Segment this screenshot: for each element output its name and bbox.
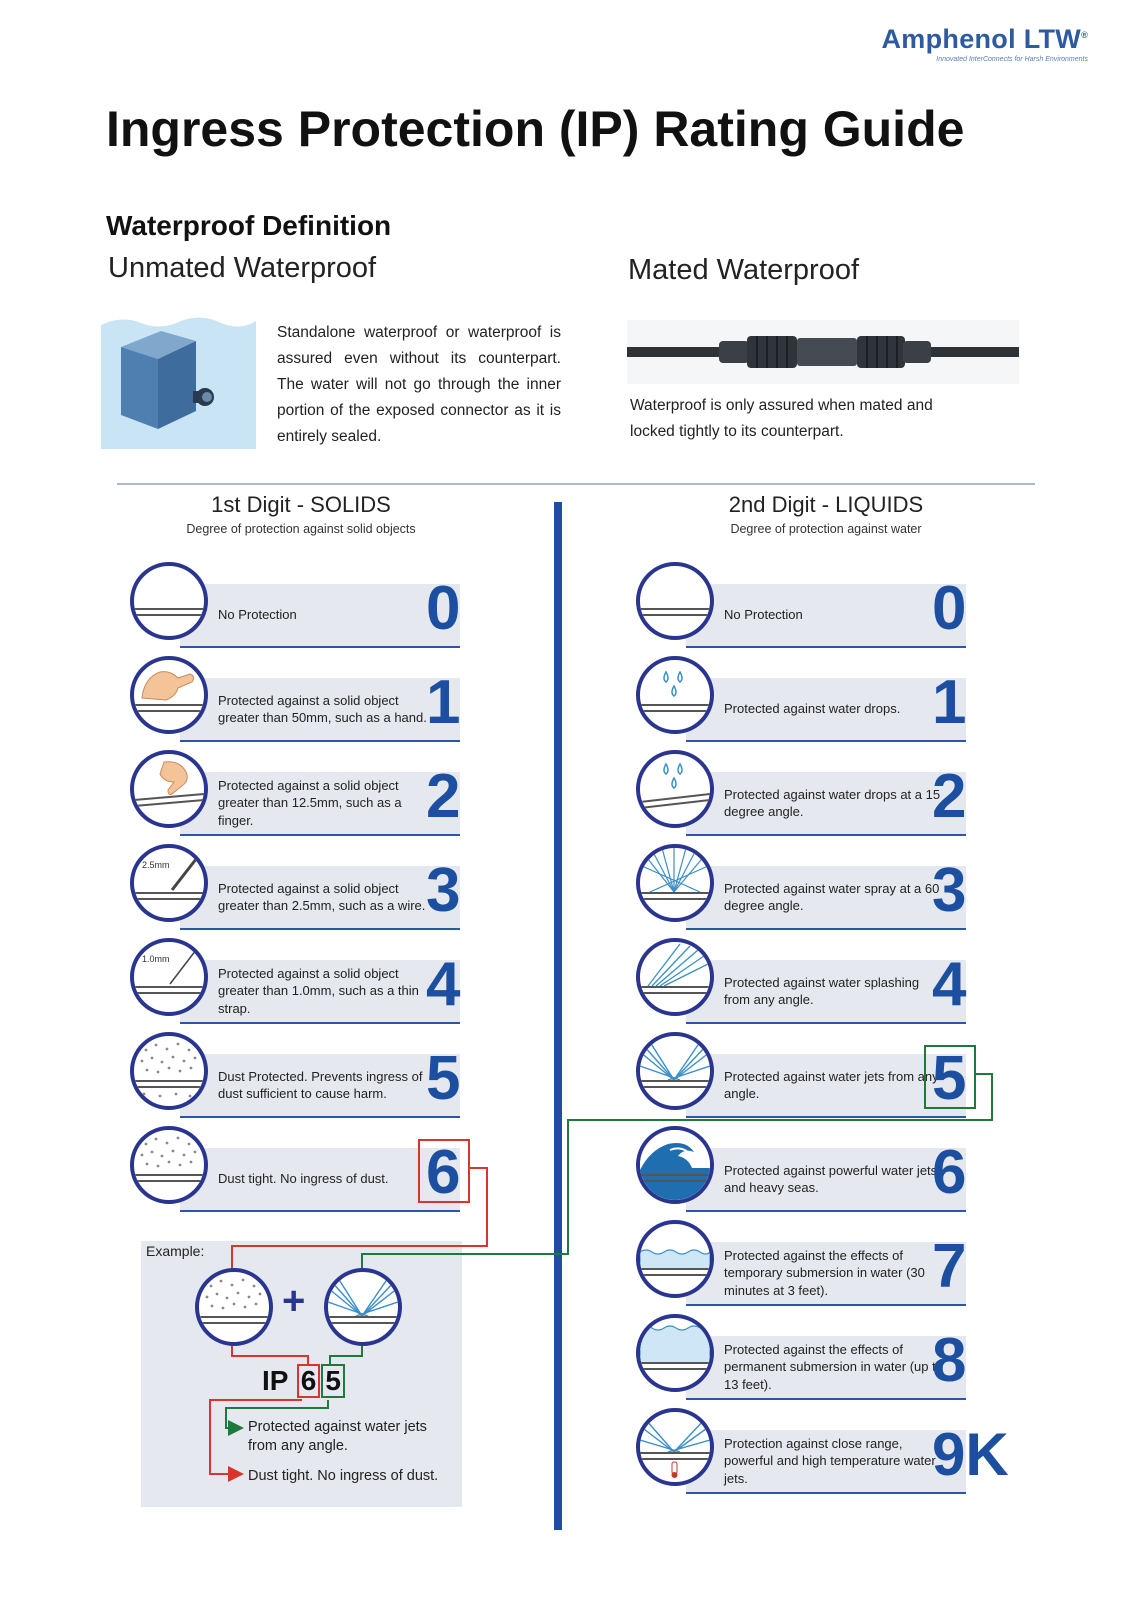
definition-heading: Waterproof Definition [106,210,392,241]
liquids-row-digit: 1 [932,668,967,737]
solids-row-text: Dust tight. No ingress of dust. [218,1171,389,1187]
solids-row-text: Protected against a solid object greater than 12.5mm, such as a finger. [218,777,402,828]
solids-row-digit: 3 [426,856,461,925]
liquids-subheading: Degree of protection against water [730,522,922,536]
liquids-row-text: Protected against powerful water jets and heavy seas. [724,1162,938,1195]
brand-name: Amphenol LTW [881,24,1082,54]
solids-row-text: Protected against a solid object greater than 50mm, such as a hand. [218,692,427,725]
liquids-row-text: Protected against water spray at a 60 degree angle. [724,880,940,913]
liquids-row-digit: 8 [932,1326,967,1395]
example-liquid-meaning: Protected against water jets from any angle. [248,1419,427,1454]
page-title: Ingress Protection (IP) Rating Guide [106,101,965,157]
example-solid-meaning: Dust tight. No ingress of dust. [248,1468,439,1484]
liquids-row-text: Protected against water splashing from any angle. [724,974,920,1007]
liquids-row-digit: 0 [932,574,967,643]
example-liquid-digit: 5 [321,1364,345,1398]
liquids-row-digit: 5 [932,1044,967,1113]
solids-heading: 1st Digit - SOLIDS [211,492,391,517]
mated-description: Waterproof is only assured when mated and locked tightly to its counterpart. [630,397,933,440]
solids-row-text: Protected against a solid object greater than 1.0mm, such as a thin strap. [218,965,419,1016]
liquids-row-text: Protected against water drops at a 15 degree angle. [724,786,941,819]
unmated-title: Unmated Waterproof [108,252,377,284]
example-label: Example: [146,1243,205,1259]
liquids-row-text: Protected against water drops. [724,701,901,717]
solid-6-highlight [419,1140,469,1202]
solids-subheading: Degree of protection against solid objects [186,522,416,536]
liquids-row-digit: 3 [932,856,967,925]
liquids-row-text: Protected against the effects of permanent submersion in water (up to 13 feet). [724,1341,943,1392]
unmated-description: Standalone waterproof or waterproof is assured even without its counterpart. The water will not go through the inner portion of the exposed connector as it is entirely sealed. [277,324,561,445]
liquids-row-text: No Protection [724,607,803,623]
liquids-row-text: Protected against the effects of temporary submersion in water (30 minutes at 3 feet). [724,1247,925,1298]
solids-row-text: Protected against a solid object greater than 2.5mm, such as a wire. [218,880,426,913]
solids-row-digit: 5 [426,1044,461,1113]
mated-title: Mated Waterproof [628,254,860,286]
solids-row-digit: 2 [426,762,461,831]
wire-icon-label: 2.5mm [142,860,170,870]
brand-registered: ® [1081,30,1088,40]
strap-icon-label: 1.0mm [142,954,170,964]
example-solid-digit: 6 [297,1364,321,1398]
example-plus: + [282,1279,306,1323]
liquids-row-digit: 4 [932,950,967,1019]
liquid-5-highlight [925,1046,975,1108]
liquids-row-text: Protection against close range, powerful and high temperature water jets. [724,1435,936,1486]
solids-row-text: No Protection [218,607,297,623]
solids-row-text: Dust Protected. Prevents ingress of dust sufficient to cause harm. [218,1068,423,1101]
solids-row-digit: 6 [426,1138,461,1207]
brand-tagline: Innovated InterConnects for Harsh Environments [936,56,1088,63]
liquids-heading: 2nd Digit - LIQUIDS [728,492,924,517]
solids-row-digit: 1 [426,668,461,737]
solids-row-digit: 4 [426,950,461,1019]
liquids-row-text: Protected against water jets from any angle. [724,1068,939,1101]
liquids-row-digit: 9K [932,1421,1009,1488]
example-ip-prefix: IP [262,1365,288,1396]
liquids-row-digit: 2 [932,762,967,831]
solids-row-digit: 0 [426,574,461,643]
liquids-row-digit: 7 [932,1232,967,1301]
liquids-row-digit: 6 [932,1138,967,1207]
